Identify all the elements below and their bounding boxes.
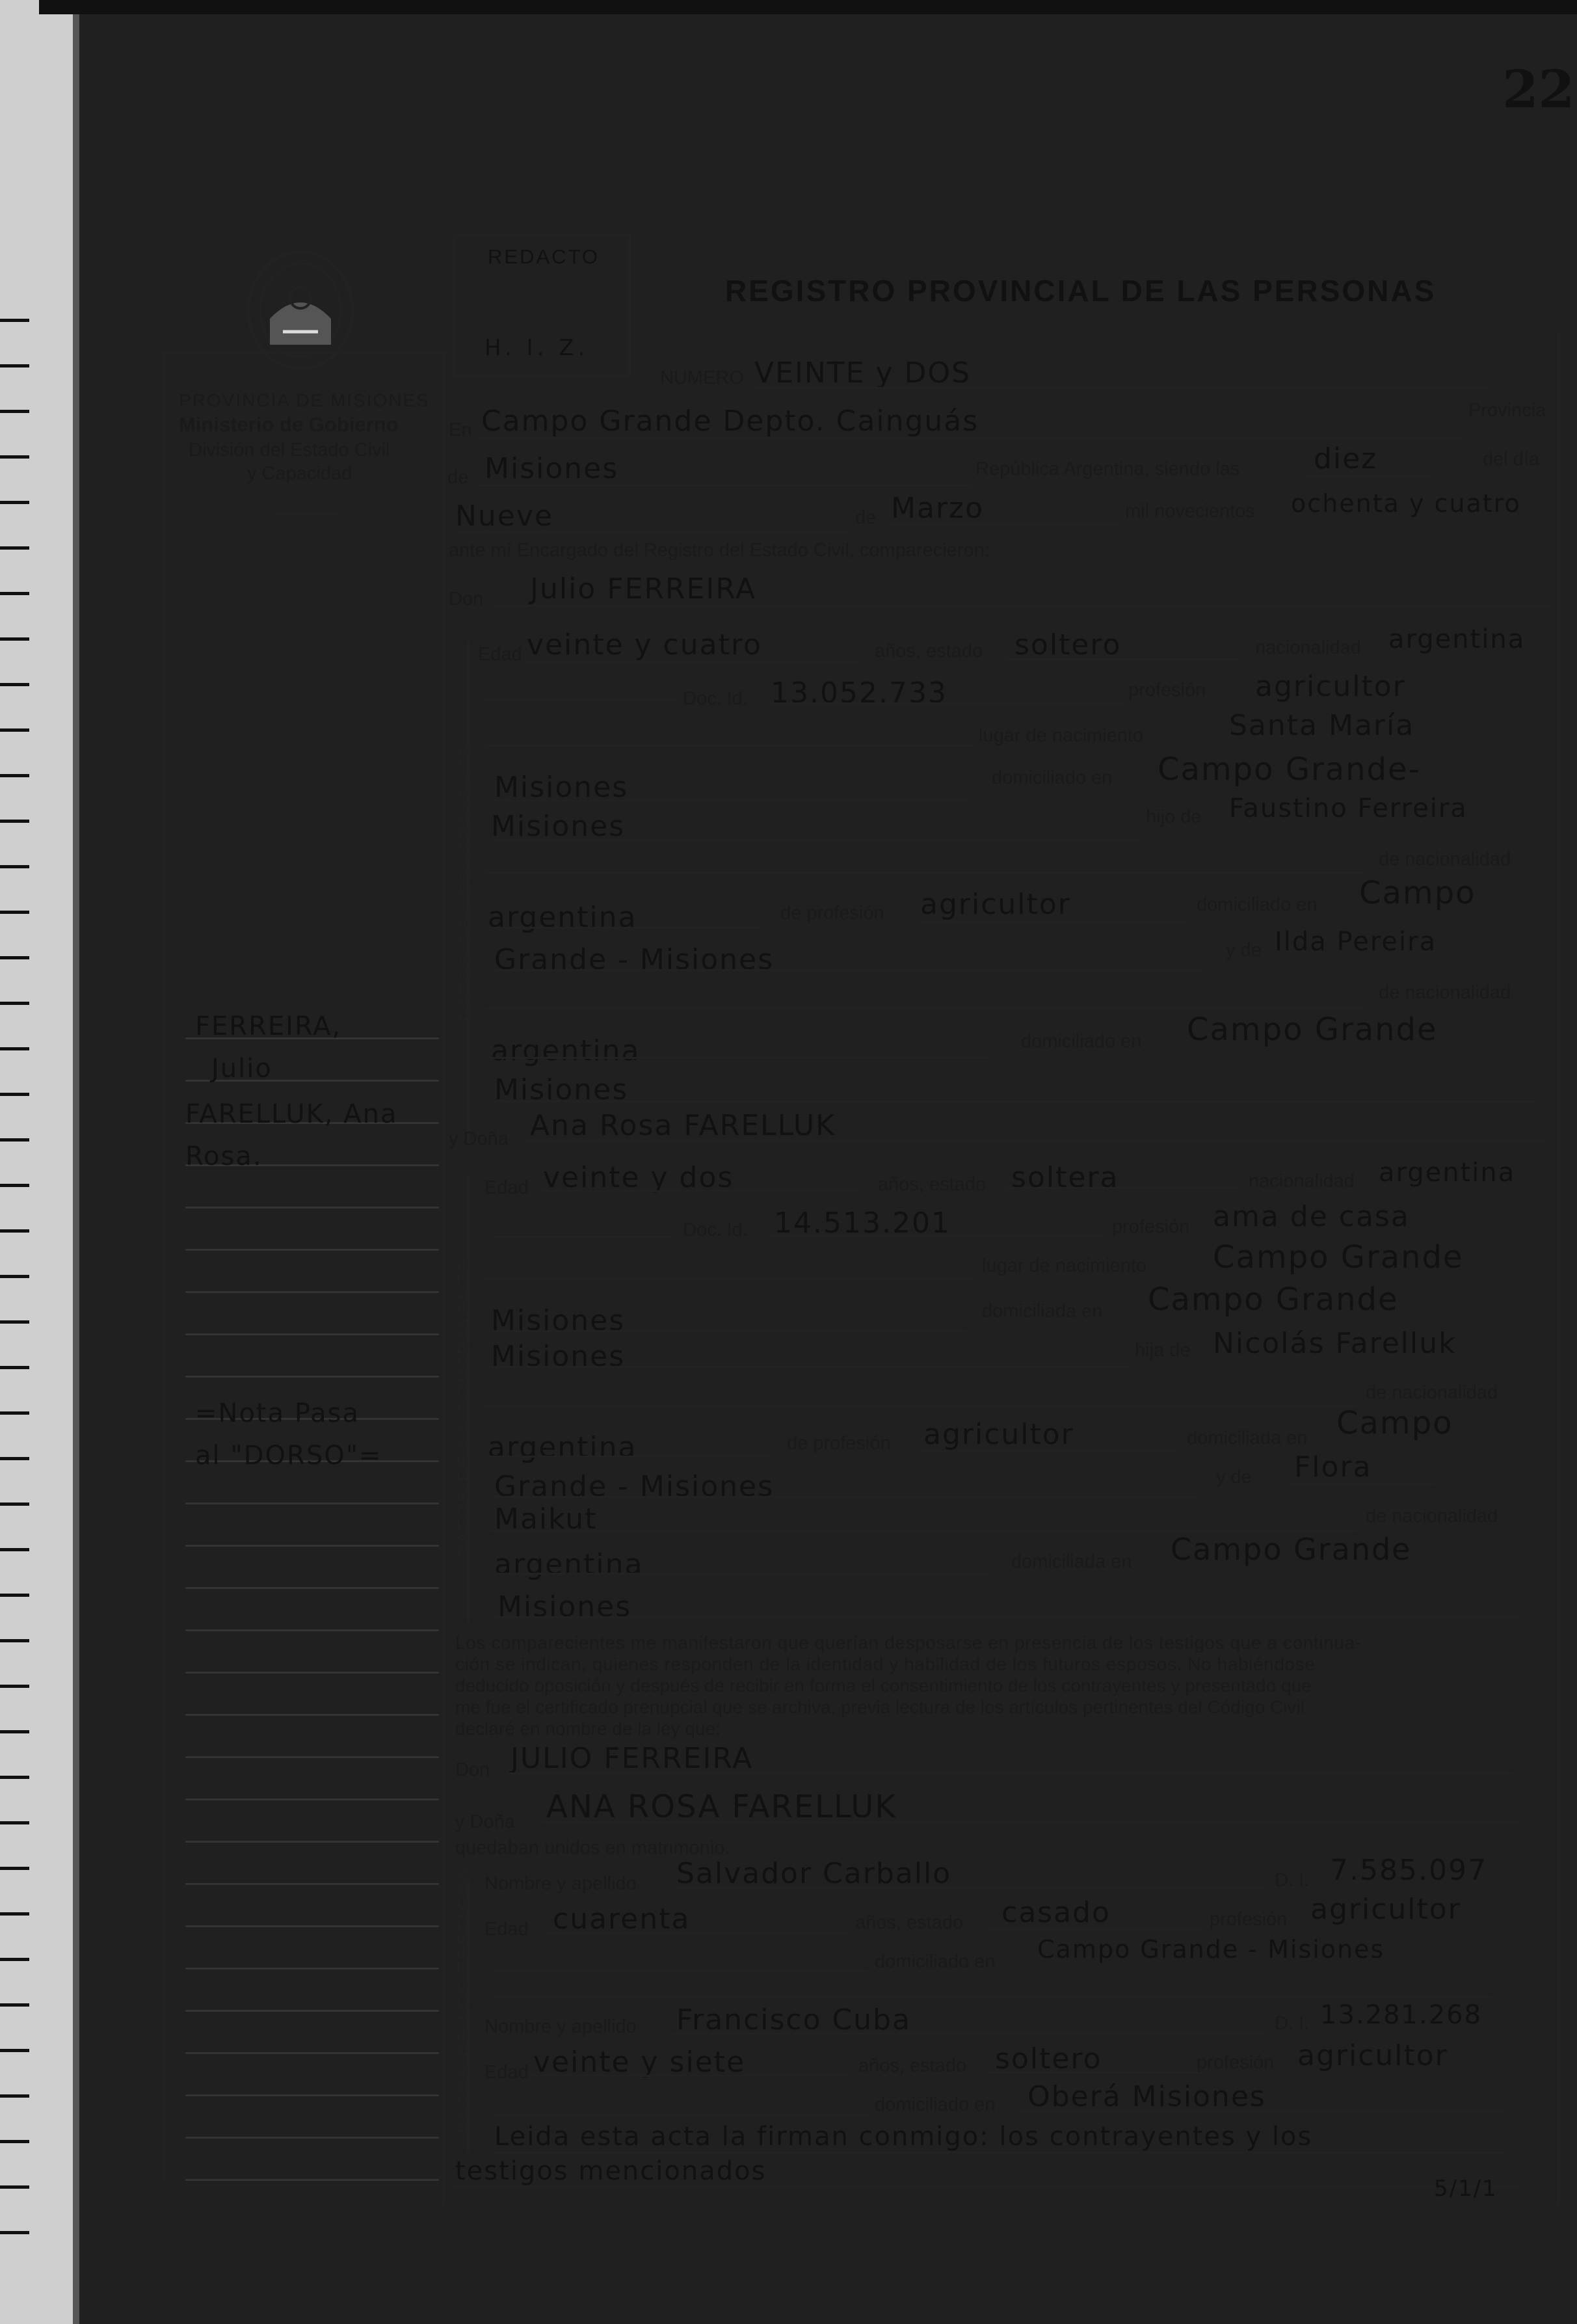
decl-don-label: Don	[455, 1759, 490, 1780]
w1-di: 7.585.097	[1330, 1854, 1487, 1887]
groom-birthplace: Santa María	[1229, 709, 1415, 742]
margin-tick	[0, 1821, 29, 1824]
de-nacionalidad-label-2: de nacionalidad	[1379, 982, 1511, 1003]
doc-pre-line	[484, 699, 680, 701]
hour-value: diez	[1314, 442, 1378, 475]
groom-father-addr: Campo	[1359, 875, 1476, 911]
decl-bride: ANA ROSA FARELLUK	[546, 1789, 897, 1825]
y-de-label-2: y de	[1216, 1467, 1252, 1488]
bride-mother: Flora	[1294, 1450, 1372, 1484]
province-seal-icon	[244, 247, 358, 374]
margin-tick	[0, 728, 29, 732]
paragraph-line-1: Los comparecientes me manifestaron que querían desposarse en presencia de los testigos que a continua-	[455, 1633, 1362, 1653]
bride-mother-addr-line	[494, 1616, 1522, 1618]
bride-doc-pre-line	[491, 1236, 673, 1238]
margin-tick	[0, 455, 29, 459]
month-value: Marzo	[891, 492, 985, 525]
closing-line-1: Leida esta acta la firman conmigo: los contrayentes y los	[494, 2122, 1313, 2152]
lugar-label-2: lugar de nacimiento	[982, 1255, 1147, 1276]
decl-don-line	[507, 1772, 1512, 1774]
closing-line-1-rule	[491, 2152, 1505, 2154]
dona-label: y Doña	[449, 1129, 509, 1149]
stamp-code: H. I. Z.	[484, 335, 589, 361]
bride-birth-line	[488, 1330, 966, 1332]
de-nacionalidad-label: de nacionalidad	[1379, 849, 1511, 870]
index-line	[185, 1291, 439, 1293]
paragraph-line-4: me fue el certificado prenupcial que se archiva, previa lectura de los artículos pertinentes del Código Civil	[455, 1697, 1305, 1717]
w2-status: soltero	[995, 2042, 1102, 2076]
nacionalidad-label-2: nacionalidad	[1249, 1171, 1355, 1192]
margin-tick	[0, 637, 29, 641]
index-line	[185, 1503, 439, 1504]
de-mes-label: de	[855, 507, 877, 528]
groom-name: Julio FERREIRA	[530, 572, 757, 606]
margin-tick	[0, 1275, 29, 1278]
numero-line	[751, 387, 1489, 389]
margin-tick	[0, 683, 29, 686]
w1-profession: agricultor	[1310, 1893, 1461, 1926]
w2-profession: agricultor	[1297, 2039, 1448, 2072]
margin-tick	[0, 1229, 29, 1233]
footer-mark: 5/1/1	[1434, 2176, 1498, 2202]
margin-note-1: =Nota Pasa	[195, 1398, 360, 1428]
w1-age: cuarenta	[553, 1903, 691, 1936]
bride-mother-2: Maikut	[494, 1503, 598, 1536]
index-line	[185, 1333, 439, 1335]
province-header: PROVINCIA DE MISIONES	[179, 390, 430, 410]
address-line	[491, 839, 1138, 841]
de-nacionalidad-label-4: de nacionalidad	[1366, 1506, 1498, 1527]
paragraph-line-5: declaré en nombre de la ley que:	[455, 1718, 721, 1739]
margin-tick	[0, 2003, 29, 2007]
w2-addr-line	[1021, 2111, 1502, 2113]
decl-dona-label: y Doña	[455, 1811, 515, 1832]
bride-address-2: Misiones	[491, 1340, 626, 1373]
index-line	[185, 2179, 439, 2181]
w2-edad-label: Edad	[484, 2062, 529, 2083]
top-edge	[39, 0, 1577, 14]
place-line	[478, 437, 1463, 439]
index-line	[185, 1756, 439, 1758]
margin-tick	[0, 1730, 29, 1733]
mother-line	[484, 1008, 1366, 1010]
margin-tick	[0, 1002, 29, 1005]
bride-birth-pre-line	[484, 1278, 975, 1280]
margin-tick	[0, 1867, 29, 1870]
margin-tick	[0, 1503, 29, 1506]
page-number: 22	[1502, 59, 1575, 120]
bride-nationality: argentina	[1379, 1158, 1516, 1188]
bride-status: soltera	[1011, 1161, 1119, 1194]
bride-mother-addr-2: Misiones	[497, 1590, 632, 1623]
margin-tick	[0, 546, 29, 550]
bride-profession: ama de casa	[1213, 1200, 1410, 1233]
bride-father-line	[484, 1405, 1356, 1407]
paragraph-line-2: ción se indican, quienes responden de la identidad y habilidad de los futuros esposos. No habiéndose	[455, 1654, 1316, 1674]
bride-father-addr-2: Grande - Misiones	[494, 1470, 775, 1503]
margin-tick	[0, 1776, 29, 1779]
margin-tick	[0, 820, 29, 823]
margin-tick	[0, 865, 29, 868]
groom-address-2: Misiones	[491, 810, 626, 843]
bride-father-nat: argentina	[488, 1431, 637, 1464]
margin-tick	[0, 1457, 29, 1460]
bride-father-nat-line	[488, 1456, 774, 1458]
margin-tick	[0, 1320, 29, 1324]
bride-mother-addr: Campo Grande	[1171, 1532, 1412, 1567]
anos-estado-label-2: años, estado	[878, 1174, 987, 1195]
index-line	[185, 1883, 439, 1885]
margin-tick	[0, 1594, 29, 1597]
de-profesion-label: de profesión	[780, 903, 884, 924]
domiciliado-label: domiciliado en	[992, 768, 1113, 788]
margin-tick	[0, 410, 29, 413]
w1-di-label: D. I.	[1275, 1870, 1310, 1891]
mother-nat-line	[488, 1057, 988, 1059]
margin-name-1: FERREIRA,	[195, 1011, 342, 1041]
province-line	[478, 485, 972, 487]
groom-status: soltero	[1014, 628, 1122, 661]
divider	[273, 514, 338, 516]
form-right-border	[1557, 332, 1560, 2205]
bride-age-line	[540, 1190, 858, 1192]
dona-line	[527, 1140, 1548, 1142]
form-left-border	[444, 351, 446, 2205]
w1-name: Salvador Carballo	[676, 1857, 952, 1890]
w2-estado-label: años, estado	[858, 2055, 967, 2076]
groom-mother-addr-2: Misiones	[494, 1073, 629, 1106]
bride-status-line	[1005, 1187, 1239, 1189]
index-line	[185, 1841, 439, 1843]
groom-doc: 13.052.733	[771, 676, 948, 710]
redacto-stamp	[452, 234, 631, 377]
margin-tick	[0, 2231, 29, 2234]
witness-block-label: DATOS DE LOS TESTIGOS	[454, 1865, 473, 2133]
y-de-label: y de	[1226, 940, 1262, 961]
groom-mother-nat: argentina	[491, 1034, 641, 1067]
bride-father-addr-line	[491, 1496, 1200, 1498]
margin-name-2: Julio	[211, 1054, 272, 1084]
bride-age: veinte y dos	[543, 1161, 734, 1194]
margin-tick	[0, 1685, 29, 1688]
domiciliada-label-2: domiciliada en	[1187, 1428, 1308, 1449]
year-value: ochenta y cuatro	[1291, 489, 1521, 518]
birth-line	[491, 800, 969, 802]
groom-block-label: DATOS DEL CONTRAYENTE	[455, 741, 475, 1021]
father-nat-line	[488, 927, 761, 929]
profesion-label: profesión	[1128, 680, 1206, 701]
de-label: de	[447, 467, 469, 488]
margin-tick	[0, 319, 29, 322]
page-shadow	[73, 0, 79, 2324]
index-line	[185, 1376, 439, 1378]
day-line	[455, 530, 849, 532]
groom-birthplace-2: Misiones	[494, 771, 629, 804]
w1-edad-label: Edad	[484, 1919, 529, 1940]
w2-address: Oberá Misiones	[1027, 2080, 1266, 2113]
w1-prof-label: profesión	[1210, 1909, 1288, 1930]
index-line	[185, 2010, 439, 2012]
margin-tick	[0, 1548, 29, 1551]
division-header: División del Estado Civil	[189, 440, 390, 461]
paragraph-line-3: deducido oposición y después de recibir en forma el consentimiento de los contrayentes y presentado que	[455, 1676, 1312, 1696]
margin-tick	[0, 2185, 29, 2189]
index-line	[185, 1545, 439, 1547]
w1-dom-label: domiciliado en	[875, 1951, 996, 1972]
numero-label: NUMERO	[660, 367, 744, 388]
w2-age-line	[530, 2075, 849, 2077]
margin-tick	[0, 774, 29, 777]
w2-name: Francisco Cuba	[676, 2003, 911, 2037]
domiciliado-label-2: domiciliado en	[1197, 894, 1318, 915]
margin-tick	[0, 1912, 29, 1916]
status-line	[1005, 658, 1239, 660]
quedaban-label: quedaban unidos en matrimonio.	[455, 1837, 730, 1858]
decl-dona-line	[543, 1821, 1518, 1823]
bride-address-line	[488, 1366, 1132, 1368]
nacionalidad-label: nacionalidad	[1255, 637, 1361, 658]
mil-label: mil novecientos	[1125, 501, 1255, 522]
edad-label-2: Edad	[484, 1177, 529, 1198]
birth-pre-line	[484, 745, 975, 747]
de-nacionalidad-label-3: de nacionalidad	[1366, 1382, 1498, 1403]
margin-tick	[0, 2049, 29, 2052]
edad-label: Edad	[478, 644, 522, 665]
day-value: Nueve	[455, 500, 553, 533]
w2-dom-label: domiciliado en	[875, 2094, 996, 2115]
division-header-2: y Capacidad	[247, 463, 352, 484]
groom-profession: agricultor	[1255, 670, 1406, 703]
domiciliada-label: domiciliada en	[982, 1301, 1103, 1322]
margin-tick	[0, 1366, 29, 1369]
bride-address: Campo Grande	[1148, 1281, 1399, 1318]
margin-name-3: FARELLUK, Ana	[185, 1099, 398, 1129]
index-line	[185, 2094, 439, 2096]
profesion-label-2: profesión	[1112, 1216, 1190, 1237]
index-line	[185, 1587, 439, 1589]
de-profesion-label-2: de profesión	[787, 1433, 891, 1454]
groom-mother: Ilda Pereira	[1275, 927, 1437, 957]
groom-mother-addr: Campo Grande	[1187, 1011, 1438, 1048]
age-line	[523, 660, 862, 662]
bride-block-label: DATOS DE LA CONTRAYENTE	[454, 1257, 473, 1558]
doc-line	[767, 702, 1125, 704]
bride-mother-line-a	[1291, 1483, 1434, 1485]
w2-age: veinte y siete	[533, 2046, 746, 2079]
bride-father: Nicolás Farelluk	[1213, 1327, 1457, 1360]
w1-name-line	[673, 1888, 1265, 1890]
w2-name-label: Nombre y apellido	[484, 2016, 637, 2037]
margin-tick	[0, 1093, 29, 1096]
place-value: Campo Grande Depto. Cainguás	[481, 405, 979, 438]
groom-address: Campo Grande-	[1158, 751, 1421, 788]
bride-birthplace-2: Misiones	[491, 1304, 626, 1337]
w2-prof-label: profesión	[1197, 2052, 1275, 2073]
hijo-label: hijo de	[1146, 807, 1202, 827]
index-line	[185, 1925, 439, 1927]
republica-label: República Argentina, siendo las	[975, 459, 1240, 479]
decl-groom: JULIO FERREIRA	[510, 1742, 754, 1775]
margin-tick	[0, 1639, 29, 1642]
index-line	[185, 1207, 439, 1209]
book-spine	[0, 0, 78, 2324]
hour-line	[1307, 475, 1434, 477]
groom-father-prof: agricultor	[920, 888, 1071, 921]
margin-tick	[0, 2140, 29, 2143]
w1-age-line	[543, 1932, 849, 1934]
w2-name-line	[673, 2033, 1265, 2035]
groom-father: Faustino Ferreira	[1229, 794, 1468, 823]
month-line	[888, 524, 1119, 526]
province-value: Misiones	[484, 452, 619, 485]
groom-father-nat: argentina	[488, 901, 637, 934]
index-line	[185, 1672, 439, 1674]
father-line	[484, 872, 1366, 874]
groom-age: veinte y cuatro	[527, 628, 762, 661]
margin-tick	[0, 501, 29, 504]
bride-name: Ana Rosa FARELLUK	[530, 1109, 836, 1142]
doc-label: Doc. Id.	[683, 688, 748, 709]
w1-extra-line	[491, 1997, 1492, 1999]
left-border	[163, 351, 165, 2182]
margin-tick	[0, 1184, 29, 1187]
groom-father-addr-2: Grande - Misiones	[494, 943, 775, 976]
index-line	[185, 2052, 439, 2054]
w2-status-line	[988, 2072, 1203, 2074]
margin-tick	[0, 1138, 29, 1142]
domiciliada-label-3: domiciliada en	[1011, 1551, 1132, 1572]
margin-note-2: al "DORSO"=	[195, 1441, 382, 1471]
closing-line-2-rule	[452, 2185, 1518, 2187]
w1-estado-label: años, estado	[855, 1912, 964, 1933]
header-rule	[163, 351, 442, 354]
margin-tick	[0, 956, 29, 959]
doc-label-2: Doc. Id.	[683, 1220, 748, 1240]
margin-tick	[0, 1047, 29, 1050]
margin-tick	[0, 1411, 29, 1415]
del-dia-label: del día	[1483, 449, 1540, 470]
w1-status: casado	[1001, 1896, 1111, 1929]
bride-mother-nat-line	[491, 1573, 992, 1575]
w1-address: Campo Grande - Misiones	[1037, 1935, 1385, 1964]
index-line	[185, 1249, 439, 1251]
bride-father-addr: Campo	[1336, 1405, 1453, 1441]
bride-birthplace: Campo Grande	[1213, 1239, 1464, 1276]
lugar-label: lugar de nacimiento	[979, 725, 1144, 746]
index-line	[185, 1798, 439, 1800]
index-line	[185, 2137, 439, 2139]
margin-tick	[0, 1958, 29, 1961]
don-line	[494, 605, 1551, 607]
margin-name-4: Rosa.	[185, 1142, 263, 1171]
ante-label: ante mí Encargado del Registro del Estado Civil, comparecieron:	[449, 540, 990, 561]
en-label: En	[449, 420, 472, 440]
w1-addr-pre-line	[491, 1971, 868, 1973]
w2-addr-pre-line	[491, 2114, 868, 2116]
margin-tick	[0, 592, 29, 595]
margin-tick	[0, 364, 29, 367]
bride-doc: 14.513.201	[774, 1207, 951, 1240]
provincia-label: Provincia	[1468, 400, 1546, 421]
bride-father-prof: agricultor	[923, 1418, 1074, 1451]
numero-value: VEINTE y DOS	[754, 356, 971, 390]
domiciliado-label-3: domiciliado en	[1021, 1031, 1142, 1052]
bride-mother-nat: argentina	[494, 1548, 644, 1581]
index-line	[185, 1714, 439, 1716]
father-addr-line	[491, 969, 1203, 971]
index-line	[185, 1629, 439, 1631]
ministry-header: Ministerio de Gobierno	[179, 413, 399, 436]
document-title: REGISTRO PROVINCIAL DE LAS PERSONAS	[725, 274, 1437, 308]
index-line	[185, 1968, 439, 1970]
anos-estado-label: años, estado	[875, 641, 983, 661]
bride-father-prof-line	[920, 1450, 1177, 1452]
closing-line-2: testigos mencionados	[455, 2156, 767, 2186]
don-label: Don	[449, 589, 484, 609]
stamp-title: REDACTO	[488, 245, 600, 268]
margin-tick	[0, 911, 29, 914]
w1-status-line	[988, 1929, 1203, 1930]
margin-tick	[0, 2094, 29, 2098]
bride-doc-line	[767, 1235, 1106, 1236]
groom-nationality: argentina	[1388, 624, 1526, 654]
w2-di-label: D. I.	[1275, 2013, 1310, 2034]
w1-name-label: Nombre y apellido	[484, 1873, 637, 1894]
hija-label: hija de	[1135, 1340, 1191, 1361]
w2-di: 13.281.268	[1320, 2000, 1483, 2030]
mother-addr-line	[491, 1101, 1535, 1102]
father-prof-line	[917, 920, 1190, 922]
